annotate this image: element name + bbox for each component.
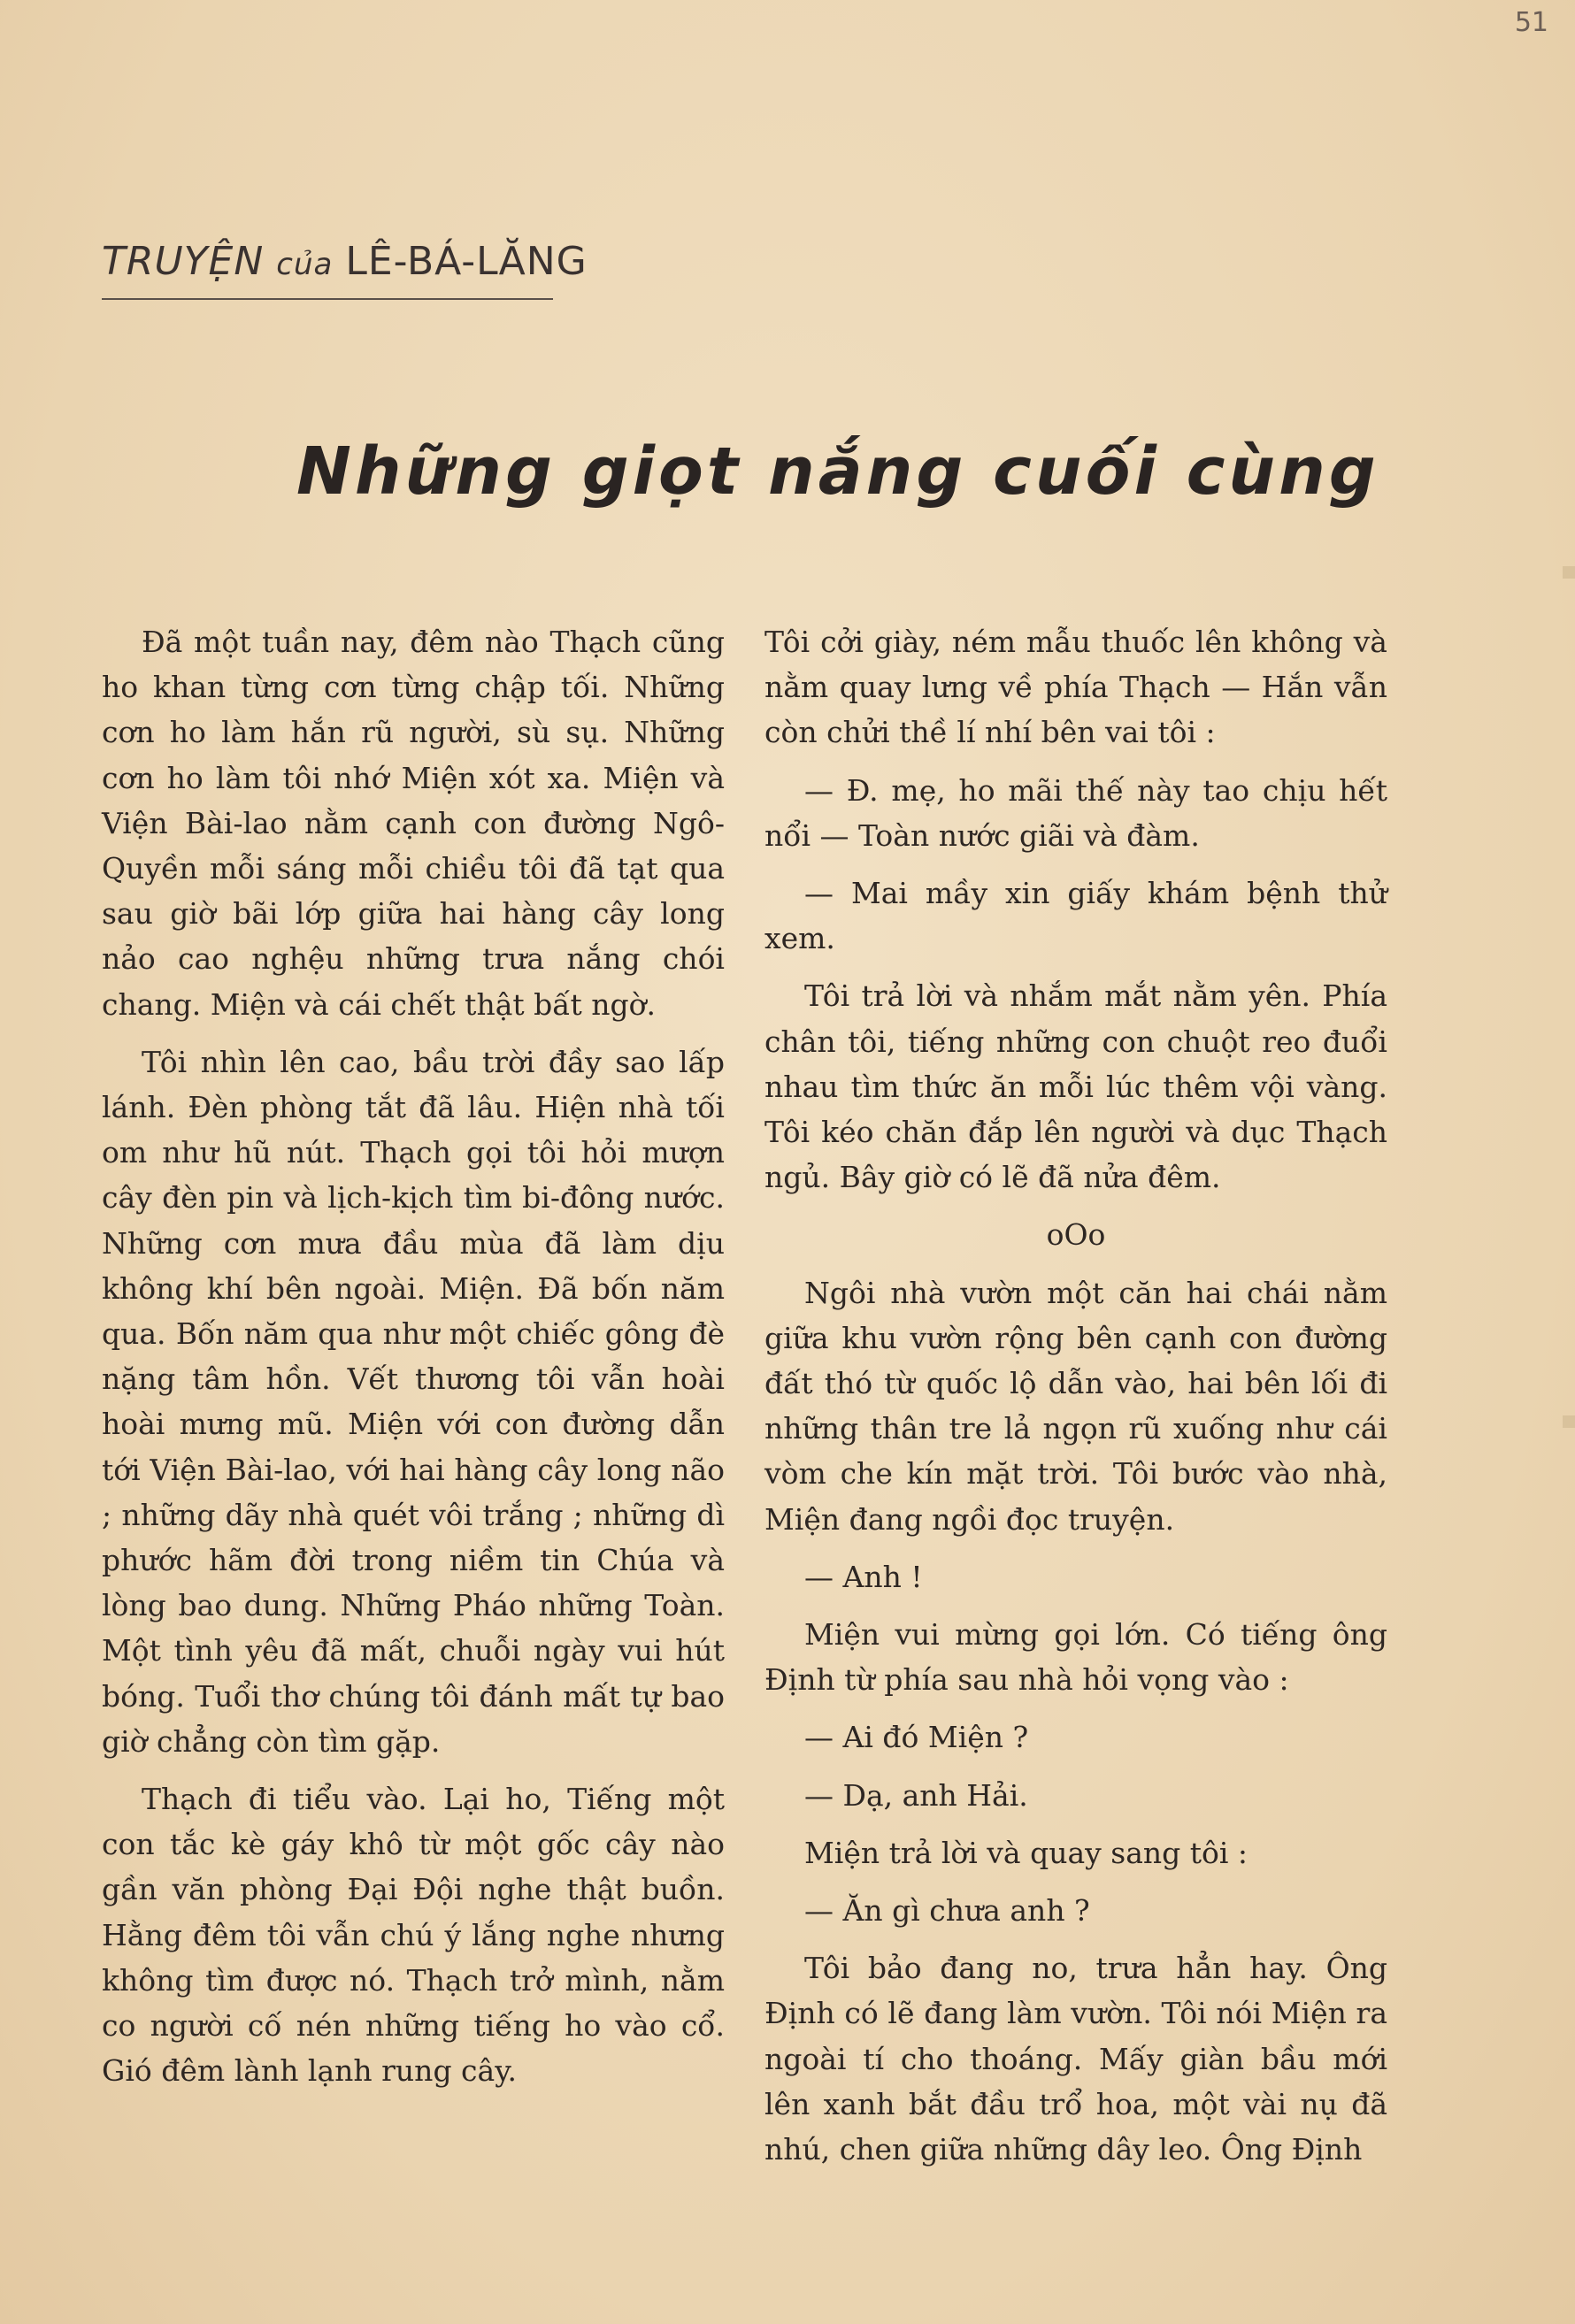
right-paragraph-8: — Ai đó Miện ?: [804, 1720, 1029, 1755]
right-column: [764, 619, 1387, 2184]
right-paragraph-9: — Dạ, anh Hải.: [804, 1777, 1028, 1813]
byline-of: của: [276, 247, 334, 282]
right-paragraph-7: Miện vui mừng gọi lớn. Có tiếng ông Định từ phía sau nhà hỏi vọng vào :: [764, 1617, 1387, 1698]
right-paragraph-10: Miện trả lời và quay sang tôi :: [804, 1835, 1248, 1870]
right-paragraph-3: — Mai mầy xin giấy khám bệnh thử xem.: [764, 876, 1387, 956]
byline-author: LÊ-BÁ-LĂNG: [345, 239, 588, 284]
binding-mark: [1563, 566, 1575, 579]
byline-label: TRUYỆN: [102, 239, 265, 284]
left-column: [102, 619, 725, 2106]
right-paragraph-4: Tôi trả lời và nhắm mắt nằm yên. Phía chân tôi, tiếng những con chuột reo đuổi nhau tìm thức ăn mỗi lúc thêm vội vàng. Tôi kéo chăn đắp lên người và dục Thạch ngủ. Bây giờ có lẽ đã nửa đêm.: [764, 978, 1387, 1195]
right-paragraph-12: Tôi bảo đang no, trưa hẳn hay. Ông Định có lẽ đang làm vườn. Tôi nói Miện ra ngoài tí cho thoáng. Mấy giàn bầu mới lên xanh bắt đầu trổ hoa, một vài nụ đã nhú, chen giữa những dây leo. Ông Định: [764, 1951, 1387, 2167]
left-paragraph-1: Đã một tuần nay, đêm nào Thạch cũng ho khan từng cơn từng chập tối. Những cơn ho làm hắn rũ người, sù sụ. Những cơn ho làm tôi nhớ Miện xót xa. Miện và Viện Bài-lao nằm cạnh con đường Ngô-Quyền mỗi sáng mỗi chiều tôi đã tạt qua sau giờ bãi lớp giữa hai hàng cây long nảo cao nghệu những trưa nắng chói chang. Miện và cái chết thật bất ngờ.: [102, 625, 725, 1022]
right-paragraph-11: — Ăn gì chưa anh ?: [804, 1893, 1090, 1929]
right-paragraph-1: Tôi cởi giày, ném mẫu thuốc lên không và nằm quay lưng về phía Thạch — Hắn vẫn còn chửi thề lí nhí bên vai tôi :: [764, 625, 1387, 750]
story-title: Những giọt nắng cuối cùng: [296, 433, 1379, 510]
binding-mark: [1563, 1415, 1575, 1428]
right-paragraph-6: — Anh !: [804, 1559, 923, 1594]
page-number: 51: [1514, 7, 1548, 38]
right-paragraph-2: — Đ. mẹ, ho mãi thế này tao chịu hết nổi — Toàn nước giãi và đàm.: [764, 772, 1387, 853]
right-paragraph-5: Ngôi nhà vườn một căn hai chái nằm giữa khu vườn rộng bên cạnh con đường đất thó từ quốc lộ dẫn vào, hai bên lối đi những thân tre lả ngọn rũ xuống như cái vòm che kín mặt trời. Tôi bước vào nhà, Miện đang ngồi đọc truyện.: [764, 1275, 1387, 1537]
byline: [102, 239, 588, 284]
left-paragraph-3: Thạch đi tiểu vào. Lại ho, Tiếng một con tắc kè gáy khô từ một gốc cây nào gần văn phòng Đại Đội nghe thật buồn. Hằng đêm tôi vẫn chú ý lắng nghe nhưng không tìm được nó. Thạch trở mình, nằm co người cố nén những tiếng ho vào cổ. Gió đêm lành lạnh rung cây.: [102, 1782, 725, 2089]
left-paragraph-2: Tôi nhìn lên cao, bầu trời đầy sao lấp lánh. Đèn phòng tắt đã lâu. Hiện nhà tối om như hũ nút. Thạch gọi tôi hỏi mượn cây đèn pin và lịch-kịch tìm bi-đông nước. Những cơn mưa đầu mùa đã làm dịu không khí bên ngoài. Miện. Đã bốn năm qua. Bốn năm qua như một chiếc gông đè nặng tâm hồn. Vết thương tôi vẫn hoài hoài mưng mũ. Miện với con đường dẫn tới Viện Bài-lao, với hai hàng cây long não ; những dãy nhà quét vôi trắng ; những dì phước hãm đời trong niềm tin Chúa và lòng bao dung. Những Pháo những Toàn. Một tình yêu đã mất, chuỗi ngày vui hút bóng. Tuổi thơ chúng tôi đánh mất tự bao giờ chẳng còn tìm gặp.: [102, 1044, 725, 1759]
byline-underline: [102, 298, 553, 300]
section-separator: oOo: [1046, 1217, 1106, 1253]
